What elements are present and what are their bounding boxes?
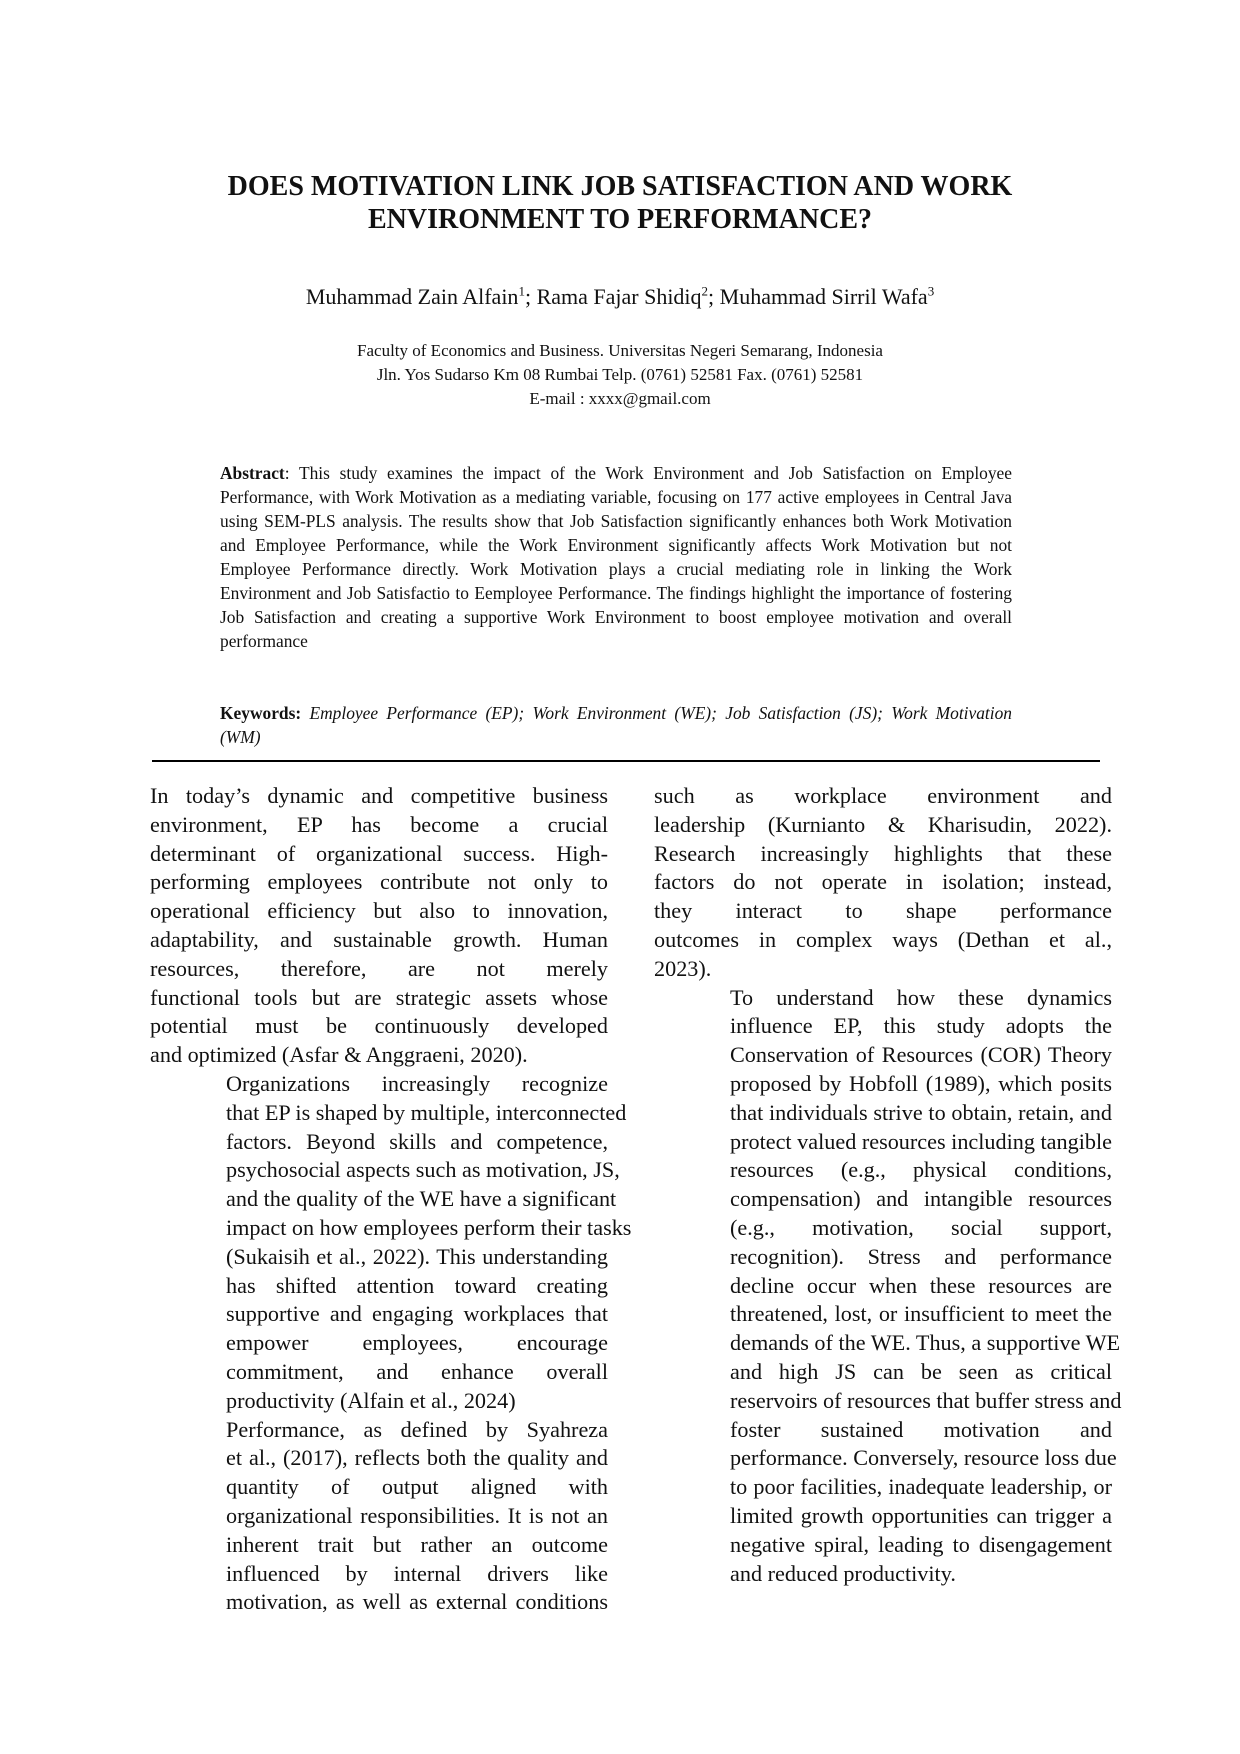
author-affiliation-mark: 3 xyxy=(927,283,935,299)
text-line: Conservation of Resources (COR) Theory xyxy=(730,1042,1112,1068)
affiliation-line-2: Jln. Yos Sudarso Km 08 Rumbai Telp. (0761) 52581 Fax. (0761) 52581 xyxy=(376,365,864,384)
text-line: (Sukaisih et al., 2022). This understanding xyxy=(226,1243,608,1269)
keywords xyxy=(220,701,1012,749)
body-paragraph xyxy=(654,782,1112,984)
text-line: motivation, as well as external conditions xyxy=(226,1589,608,1615)
text-line: supportive and engaging workplaces that xyxy=(226,1301,608,1327)
title-line-2: ENVIRONMENT TO PERFORMANCE? xyxy=(367,204,873,235)
text-line: and the quality of the WE have a significant xyxy=(226,1186,617,1212)
text-line: adaptability, and sustainable growth. Human xyxy=(150,926,608,952)
text-line: operational efficiency but also to innovation, xyxy=(150,898,608,924)
text-line: protect valued resources including tangible xyxy=(730,1128,1112,1154)
author-name: Muhammad Sirril Wafa xyxy=(719,284,928,309)
body-paragraph xyxy=(150,1416,608,1618)
text-line: demands of the WE. Thus, a supportive WE xyxy=(730,1330,1121,1356)
text-line: reservoirs of resources that buffer stress and xyxy=(730,1387,1122,1413)
author-affiliation-mark: 1 xyxy=(518,283,525,299)
text-line: performance. Conversely, resource loss due xyxy=(730,1445,1117,1471)
text-line: inherent trait but rather an outcome xyxy=(226,1531,608,1557)
text-line: and high JS can be seen as critical xyxy=(730,1358,1112,1384)
text-line: determinant of organizational success. High- xyxy=(150,840,608,866)
text-line: compensation) and intangible resources xyxy=(730,1186,1112,1212)
paper-title xyxy=(150,170,1090,236)
text-line: that individuals strive to obtain, retain, and xyxy=(730,1099,1112,1125)
text-line: has shifted attention toward creating xyxy=(226,1272,608,1298)
text-line: to poor facilities, inadequate leadership, or xyxy=(730,1474,1112,1500)
text-line: limited growth opportunities can trigger a xyxy=(730,1502,1112,1528)
abstract xyxy=(220,461,1012,653)
text-line: resources, therefore, are not merely xyxy=(150,955,608,981)
author-list xyxy=(150,284,1090,310)
text-line: they interact to shape performance xyxy=(654,898,1112,924)
affiliation-block xyxy=(150,339,1090,411)
text-line: and reduced productivity. xyxy=(730,1560,956,1586)
text-line: organizational responsibilities. It is not an xyxy=(226,1502,608,1528)
keywords-text: Employee Performance (EP); Work Environment (WE); Job Satisfaction (JS); Work Motivation (WM) xyxy=(220,703,1012,747)
text-line: Organizations increasingly recognize xyxy=(226,1070,608,1096)
body-paragraph xyxy=(654,984,1122,1589)
text-line: foster sustained motivation and xyxy=(730,1416,1112,1442)
title-line-1: DOES MOTIVATION LINK JOB SATISFACTION AND WORK xyxy=(227,171,1013,202)
author-name: Muhammad Zain Alfain xyxy=(305,284,519,309)
affiliation-email: E-mail : xxxx@gmail.com xyxy=(529,389,711,408)
abstract-label: Abstract xyxy=(220,463,285,483)
text-line: factors do not operate in isolation; instead, xyxy=(654,869,1112,895)
text-line: such as workplace environment and xyxy=(654,783,1112,808)
section-divider xyxy=(152,760,1100,762)
text-line: impact on how employees perform their tasks xyxy=(226,1214,632,1240)
text-line: Performance, as defined by Syahreza xyxy=(226,1416,608,1442)
body-paragraph xyxy=(150,782,608,1070)
text-line: (e.g., motivation, social support, xyxy=(730,1214,1112,1240)
text-line: negative spiral, leading to disengagement xyxy=(730,1531,1112,1557)
text-line: resources (e.g., physical conditions, xyxy=(730,1157,1112,1183)
text-line: influence EP, this study adopts the xyxy=(730,1013,1112,1039)
text-line: functional tools but are strategic assets whose xyxy=(150,984,608,1010)
body-paragraph xyxy=(150,1070,632,1416)
text-line: commitment, and enhance overall xyxy=(226,1358,608,1384)
text-line: To understand how these dynamics xyxy=(730,984,1112,1010)
text-line: et al., (2017), reflects both the quality and xyxy=(226,1445,608,1471)
abstract-text: : This study examines the impact of the Work Environment and Job Satisfaction on Employee Performance, with Work Motivation as a mediating variable, focusing on 177 active employees in Central Java using SEM-PLS analysis. The results show that Job Satisfaction significantly enhances both Work Motivation and Employee Performance, while the Work Environment significantly affects Work Motivation but not Employee Performance directly. Work Motivation plays a crucial mediating role in linking the Work Environment and Job Satisfactio to Eemployee Performance. The findings highlight the importance of fostering Job Satisfaction and creating a supportive Work Environment to boost employee motivation and overall performance xyxy=(220,463,1012,651)
author-affiliation-mark: 2 xyxy=(701,283,709,299)
text-line: quantity of output aligned with xyxy=(226,1474,608,1500)
text-line: performing employees contribute not only to xyxy=(150,869,608,895)
body-column-left xyxy=(150,782,632,1617)
text-line: environment, EP has become a crucial xyxy=(150,811,608,837)
text-line: decline occur when these resources are xyxy=(730,1272,1112,1298)
text-line: proposed by Hobfoll (1989), which posits xyxy=(730,1070,1112,1096)
author-separator: ; xyxy=(708,284,720,309)
text-line: 2023). xyxy=(654,955,712,981)
body-column-right xyxy=(654,782,1122,1588)
text-line: recognition). Stress and performance xyxy=(730,1243,1112,1269)
text-line: potential must be continuously developed xyxy=(150,1013,608,1039)
text-line: factors. Beyond skills and competence, xyxy=(226,1128,608,1154)
text-line: threatened, lost, or insufficient to meet the xyxy=(730,1301,1112,1327)
text-line: and optimized (Asfar & Anggraeni, 2020). xyxy=(150,1042,528,1068)
text-line: influenced by internal drivers like xyxy=(226,1560,608,1586)
text-line: psychosocial aspects such as motivation, JS, xyxy=(226,1157,620,1183)
author-separator: ; xyxy=(524,284,537,309)
affiliation-line-1: Faculty of Economics and Business. Universitas Negeri Semarang, Indonesia xyxy=(357,341,883,360)
keywords-label: Keywords: xyxy=(220,703,302,723)
author-name: Rama Fajar Shidiq xyxy=(536,284,702,309)
text-line: productivity (Alfain et al., 2024) xyxy=(226,1387,516,1413)
text-line: empower employees, encourage xyxy=(226,1330,608,1356)
text-line: that EP is shaped by multiple, interconnected xyxy=(226,1099,627,1125)
text-line: leadership (Kurnianto & Kharisudin, 2022). xyxy=(654,811,1112,837)
text-line: In today’s dynamic and competitive business xyxy=(150,783,608,808)
text-line: Research increasingly highlights that these xyxy=(654,840,1112,866)
text-line: outcomes in complex ways (Dethan et al., xyxy=(654,926,1112,952)
